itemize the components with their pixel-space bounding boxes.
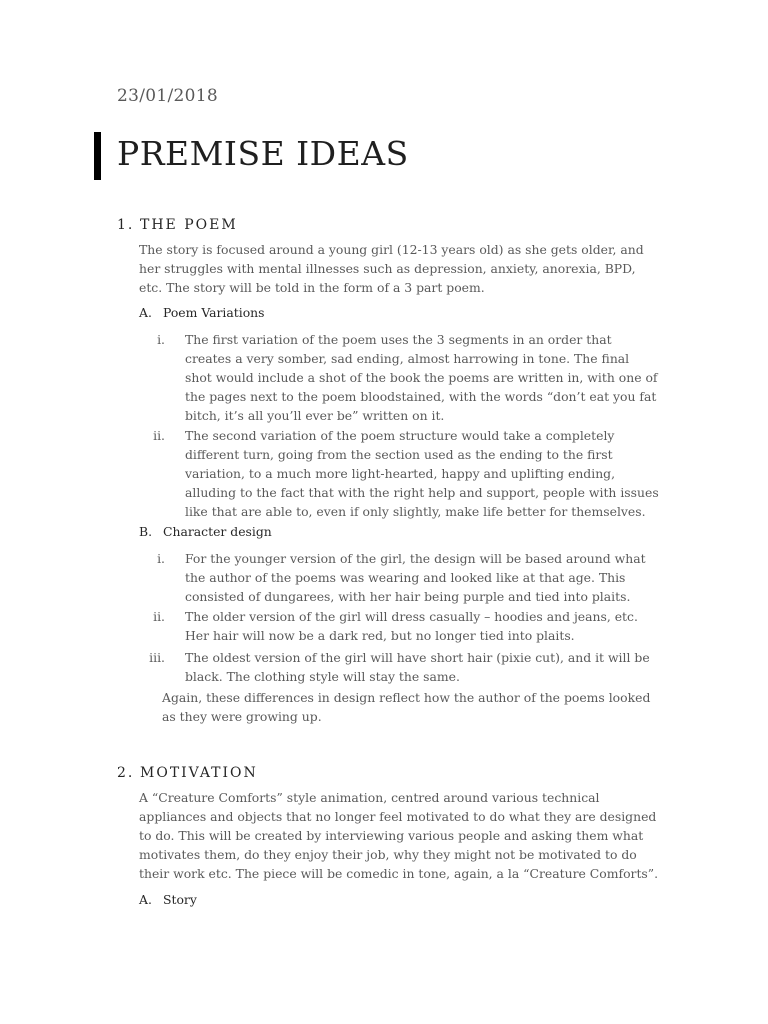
list-item-text: The older version of the girl will dress casually – hoodies and jeans, etc. Her hair will now be a dark red, but no longer tied into plaits. xyxy=(185,609,638,643)
section-heading-motivation xyxy=(117,764,258,782)
document-date: 23/01/2018 xyxy=(117,86,218,106)
list-item-text: The second variation of the poem structure would take a completely different turn, going from the section used as the ending to the first variation, to a much more light-hearted, happy and uplifting ending, alluding to the fact that with the right help and support, people with issues like that are able to, even if only slightly, make life better for themselves. xyxy=(185,428,659,519)
section-intro-paragraph: A “Creature Comforts” style animation, centred around various technical appliances and objects that no longer feel motivated to do what they are designed to do. This will be created by interviewing various people and asking them what motivates them, do they enjoy their job, why they might not be motivated to do their work etc. The piece will be comedic in tone, again, a la “Creature Comforts”. xyxy=(139,790,659,881)
section-heading-text: MOTIVATION xyxy=(140,765,258,781)
subheading-text: Character design xyxy=(163,524,272,539)
character-design-note: Again, these differences in design reflect how the author of the poems looked as they were growing up. xyxy=(162,690,651,724)
document-title: PREMISE IDEAS xyxy=(117,134,409,173)
list-item-text: The first variation of the poem uses the 3 segments in an order that creates a very somber, sad ending, almost harrowing in tone. The final shot would include a shot of the book the poems are written in, with one of the pages next to the poem bloodstained, with the words “don’t eat you fat bitch, it’s all you’ll ever be” written on it. xyxy=(185,332,658,423)
roman-numeral: i. xyxy=(157,332,165,347)
roman-numeral: ii. xyxy=(153,428,165,443)
roman-numeral: i. xyxy=(157,551,165,566)
subheading-poem-variations xyxy=(139,303,265,322)
roman-numeral: iii. xyxy=(149,650,165,665)
section-number: 1. xyxy=(117,217,135,233)
list-item-text: For the younger version of the girl, the design will be based around what the author of the poems was wearing and looked like at that age. This consisted of dungarees, with her hair being purple and tied into plaits. xyxy=(185,551,646,604)
list-item-text: The oldest version of the girl will have short hair (pixie cut), and it will be black. The clothing style will stay the same. xyxy=(185,650,650,684)
section-intro-paragraph: The story is focused around a young girl (12-13 years old) as she gets older, and her struggles with mental illnesses such as depression, anxiety, anorexia, BPD, etc. The story will be told in the form of a 3 part poem. xyxy=(139,242,644,295)
roman-numeral: ii. xyxy=(153,609,165,624)
subheading-text: Story xyxy=(163,892,197,907)
subheading-label: B. xyxy=(139,524,153,539)
title-accent-bar xyxy=(94,132,101,180)
section-number: 2. xyxy=(117,765,135,781)
section-heading-text: THE POEM xyxy=(140,217,238,233)
subheading-label: A. xyxy=(139,305,152,320)
subheading-text: Poem Variations xyxy=(163,305,265,320)
subheading-story xyxy=(139,890,197,909)
subheading-label: A. xyxy=(139,892,152,907)
subheading-character-design xyxy=(139,522,272,541)
section-heading-the-poem xyxy=(117,216,238,234)
